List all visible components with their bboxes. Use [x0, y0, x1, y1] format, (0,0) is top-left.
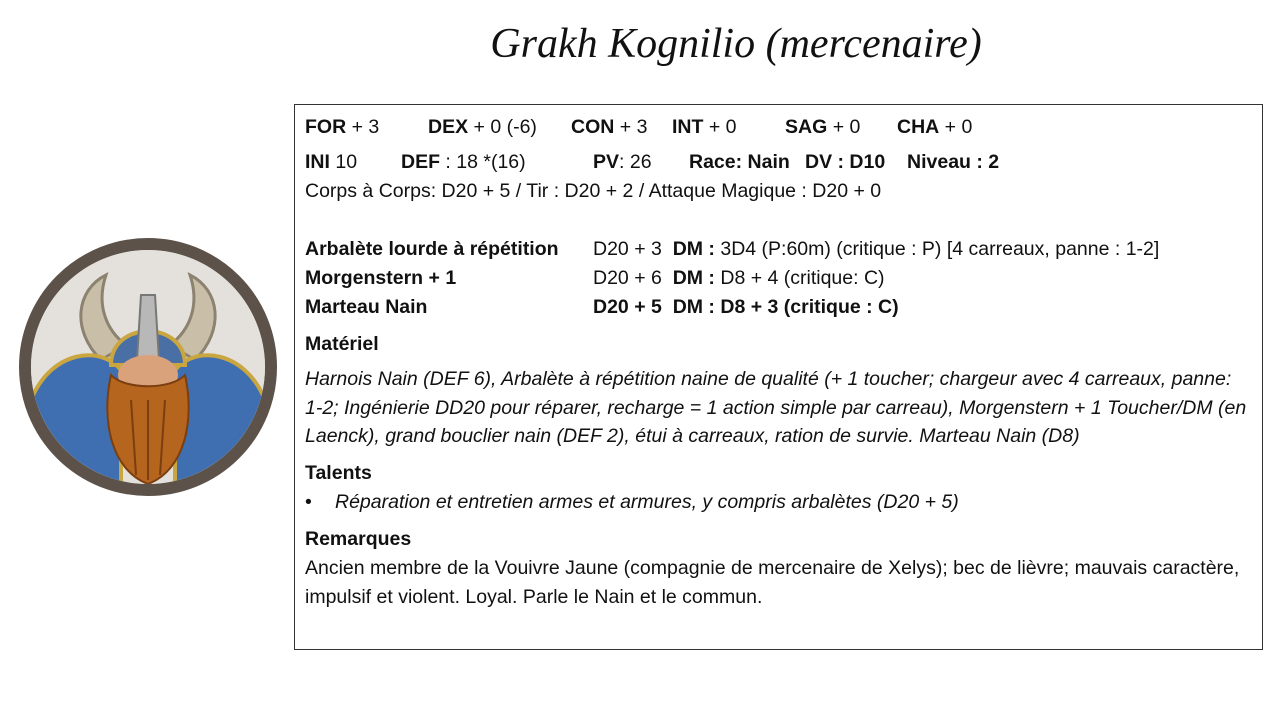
character-portrait	[19, 238, 277, 496]
page-title: Grakh Kognilio (mercenaire)	[490, 21, 982, 67]
talent-item	[305, 488, 1252, 517]
talent-text: Réparation et entretien armes et armures, y compris arbalètes (D20 + 5)	[335, 490, 959, 513]
attacks-line: Corps à Corps: D20 + 5 / Tir : D20 + 2 / Attaque Magique : D20 + 0	[305, 180, 882, 202]
stat-def: DEF : 18 *(16)	[401, 151, 526, 173]
weapon-name: Morgenstern + 1	[305, 267, 457, 289]
dwarf-portrait-image	[31, 250, 265, 484]
materiel-heading: Matériel	[305, 333, 379, 355]
weapon-name: Arbalète lourde à répétition	[305, 238, 559, 260]
weapon-dm: 3D4 (P:60m) (critique : P) [4 carreaux, panne : 1-2]	[720, 238, 1160, 260]
weapon-roll: D20 + 3	[593, 238, 662, 260]
weapon-dm-label: DM :	[672, 267, 715, 289]
remarques-heading: Remarques	[305, 527, 412, 550]
race: Race: Nain	[689, 151, 790, 173]
stat-dex: DEX + 0 (-6)	[428, 116, 537, 138]
talents-heading: Talents	[305, 461, 372, 484]
weapon-roll: D20 + 5	[593, 296, 662, 318]
weapon-dm-label: DM :	[672, 238, 715, 260]
stat-cha: CHA + 0	[897, 116, 973, 138]
weapon-roll: D20 + 6	[593, 267, 662, 289]
weapon-row	[305, 293, 1252, 322]
stat-sag: SAG + 0	[785, 116, 861, 138]
stats-row	[305, 113, 1252, 142]
remarques-text: Ancien membre de la Vouivre Jaune (compagnie de mercenaire de Xelys); bec de lièvre; mauvais caractère, impulsif et violent. Loyal. Parle le Nain et le commun.	[305, 556, 1240, 608]
weapons-list	[305, 235, 1252, 322]
weapon-name: Marteau Nain	[305, 296, 428, 318]
bullet-icon: •	[305, 490, 312, 513]
weapon-dm: D8 + 3 (critique : C)	[720, 296, 899, 318]
weapon-row	[305, 264, 1252, 293]
combat-stats-row	[305, 148, 1252, 177]
stat-int: INT + 0	[672, 116, 737, 138]
stat-con: CON + 3	[571, 116, 648, 138]
materiel-text: Harnois Nain (DEF 6), Arbalète à répétition naine de qualité (+ 1 toucher; chargeur avec 4 carreaux, panne: 1-2; Ingénierie DD20 pour réparer, recharge = 1 action simple par carreau), Morgenstern + 1 Toucher/DM (en Laenck), grand bouclier nain (DEF 2), étui à carreaux, ration de survie. Marteau Nain (D8)	[305, 368, 1247, 447]
character-sheet	[294, 104, 1263, 650]
stat-pv: PV: 26	[593, 151, 652, 173]
weapon-row	[305, 235, 1252, 264]
stat-ini: INI 10	[305, 151, 358, 173]
weapon-dm-label: DM :	[672, 296, 715, 318]
weapon-dm: D8 + 4 (critique: C)	[720, 267, 885, 289]
niveau: Niveau : 2	[907, 151, 1000, 173]
stat-for: FOR + 3	[305, 116, 380, 138]
dv: DV : D10	[805, 151, 886, 173]
